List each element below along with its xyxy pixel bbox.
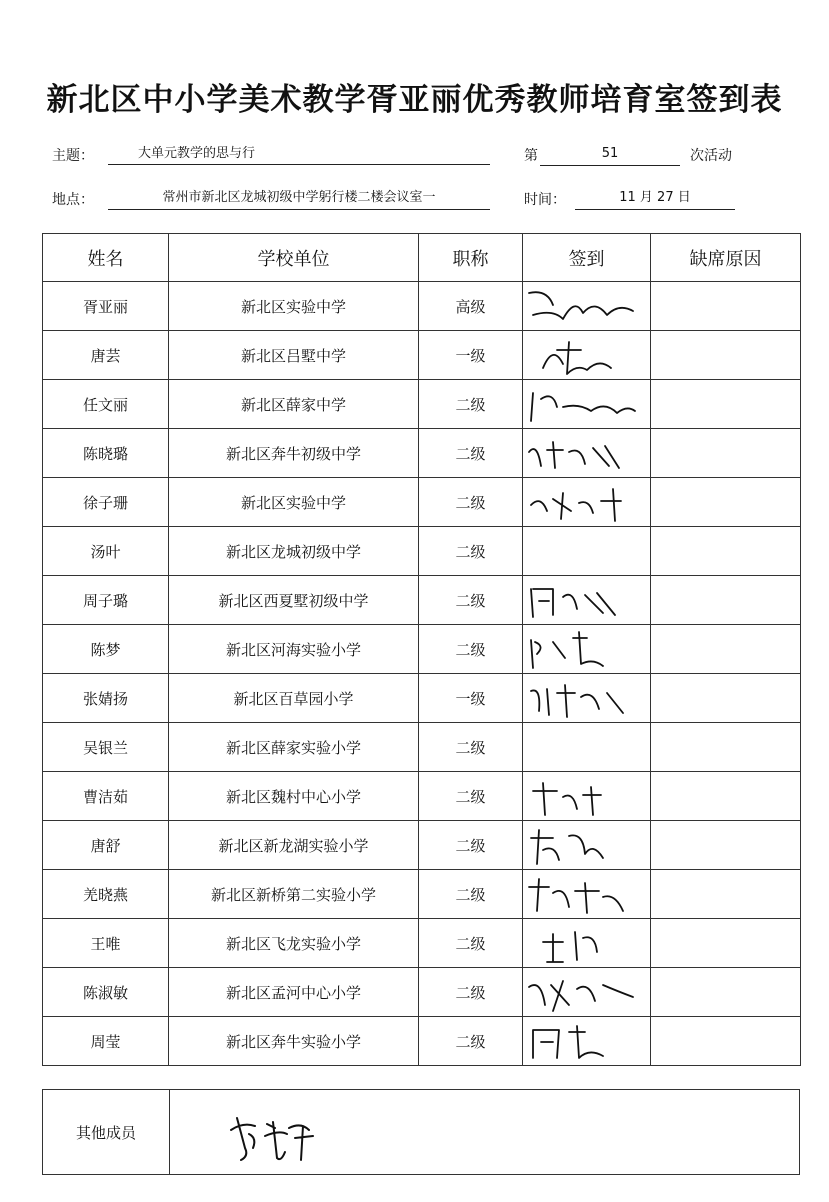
member-school: 新北区实验中学 <box>169 282 419 331</box>
member-title: 二级 <box>419 576 523 625</box>
absence-reason-cell[interactable] <box>651 380 801 429</box>
signature-cell[interactable] <box>523 527 651 576</box>
member-name: 陈淑敏 <box>43 968 169 1017</box>
signature-cell[interactable] <box>523 772 651 821</box>
member-title: 一级 <box>419 331 523 380</box>
other-members-box <box>42 1089 800 1175</box>
member-school: 新北区实验中学 <box>169 478 419 527</box>
absence-reason-cell[interactable] <box>651 625 801 674</box>
header-school: 学校单位 <box>169 234 419 282</box>
signature-cell[interactable] <box>523 674 651 723</box>
handwritten-signature <box>523 432 643 474</box>
member-name: 曹洁茹 <box>43 772 169 821</box>
table-row <box>43 576 801 625</box>
member-name: 陈梦 <box>43 625 169 674</box>
topic-value: 大单元教学的思与行 <box>138 146 256 161</box>
absence-reason-cell[interactable] <box>651 919 801 968</box>
member-name: 张婧扬 <box>43 674 169 723</box>
session-suffix: 次活动 <box>690 148 732 164</box>
absence-reason-cell[interactable] <box>651 821 801 870</box>
member-name: 任文丽 <box>43 380 169 429</box>
table-row <box>43 429 801 478</box>
member-title: 二级 <box>419 968 523 1017</box>
member-title: 高级 <box>419 282 523 331</box>
member-school: 新北区魏村中心小学 <box>169 772 419 821</box>
table-row <box>43 919 801 968</box>
member-title: 二级 <box>419 821 523 870</box>
table-row <box>43 478 801 527</box>
signature-cell[interactable] <box>523 380 651 429</box>
member-title: 二级 <box>419 380 523 429</box>
session-number-field[interactable] <box>540 145 680 166</box>
signature-cell[interactable] <box>523 821 651 870</box>
member-school: 新北区奔牛实验小学 <box>169 1017 419 1066</box>
table-row <box>43 380 801 429</box>
handwritten-signature <box>523 481 643 523</box>
handwritten-signature <box>523 775 643 817</box>
table-row <box>43 821 801 870</box>
member-name: 唐芸 <box>43 331 169 380</box>
topic-field[interactable] <box>108 145 490 165</box>
absence-reason-cell[interactable] <box>651 870 801 919</box>
signature-cell[interactable] <box>523 625 651 674</box>
member-school: 新北区新桥第二实验小学 <box>169 870 419 919</box>
handwritten-signature <box>523 824 643 866</box>
signature-cell[interactable] <box>523 1017 651 1066</box>
member-title: 二级 <box>419 1017 523 1066</box>
absence-reason-cell[interactable] <box>651 1017 801 1066</box>
handwritten-signature <box>523 922 643 964</box>
absence-reason-cell[interactable] <box>651 968 801 1017</box>
session-prefix: 第 <box>524 148 538 164</box>
signature-cell[interactable] <box>523 282 651 331</box>
member-name: 王唯 <box>43 919 169 968</box>
topic-label: 主题： <box>52 148 94 164</box>
member-name: 周莹 <box>43 1017 169 1066</box>
location-value: 常州市新北区龙城初级中学躬行楼二楼会议室一 <box>162 190 436 205</box>
member-school: 新北区西夏墅初级中学 <box>169 576 419 625</box>
absence-reason-cell[interactable] <box>651 282 801 331</box>
table-row <box>43 625 801 674</box>
member-school: 新北区薛家实验小学 <box>169 723 419 772</box>
signature-cell[interactable] <box>523 968 651 1017</box>
table-row <box>43 1017 801 1066</box>
table-row <box>43 772 801 821</box>
handwritten-signature <box>523 1020 643 1062</box>
signature-cell[interactable] <box>523 331 651 380</box>
handwritten-signature <box>223 1108 333 1164</box>
handwritten-signature <box>523 579 643 621</box>
member-title: 二级 <box>419 625 523 674</box>
signature-cell[interactable] <box>523 576 651 625</box>
absence-reason-cell[interactable] <box>651 331 801 380</box>
handwritten-signature <box>523 677 643 719</box>
session-number: 51 <box>601 146 619 161</box>
absence-reason-cell[interactable] <box>651 723 801 772</box>
time-value: 11 月 27 日 <box>619 190 691 205</box>
table-row <box>43 968 801 1017</box>
member-title: 二级 <box>419 723 523 772</box>
member-school: 新北区百草园小学 <box>169 674 419 723</box>
member-school: 新北区奔牛初级中学 <box>169 429 419 478</box>
member-name: 吴银兰 <box>43 723 169 772</box>
handwritten-signature <box>523 334 643 376</box>
absence-reason-cell[interactable] <box>651 478 801 527</box>
signature-cell[interactable] <box>523 870 651 919</box>
table-row <box>43 723 801 772</box>
location-label: 地点： <box>52 192 94 208</box>
absence-reason-cell[interactable] <box>651 674 801 723</box>
table-row <box>43 674 801 723</box>
member-name: 羌晓燕 <box>43 870 169 919</box>
attendance-table <box>42 233 801 1066</box>
absence-reason-cell[interactable] <box>651 527 801 576</box>
time-field[interactable] <box>575 189 735 210</box>
member-title: 二级 <box>419 527 523 576</box>
member-school: 新北区飞龙实验小学 <box>169 919 419 968</box>
member-name: 汤叶 <box>43 527 169 576</box>
handwritten-signature <box>523 383 643 425</box>
page-title: 新北区中小学美术教学胥亚丽优秀教师培育室签到表 <box>46 82 783 118</box>
signature-cell[interactable] <box>523 919 651 968</box>
member-school: 新北区河海实验小学 <box>169 625 419 674</box>
header-name: 姓名 <box>43 234 169 282</box>
signature-cell[interactable] <box>523 429 651 478</box>
member-title: 二级 <box>419 429 523 478</box>
member-title: 一级 <box>419 674 523 723</box>
location-field[interactable] <box>108 189 490 210</box>
absence-reason-cell[interactable] <box>651 429 801 478</box>
member-school: 新北区孟河中心小学 <box>169 968 419 1017</box>
member-name: 胥亚丽 <box>43 282 169 331</box>
member-school: 新北区吕墅中学 <box>169 331 419 380</box>
other-members-label: 其他成员 <box>43 1090 170 1174</box>
member-name: 周子璐 <box>43 576 169 625</box>
signature-cell[interactable] <box>523 478 651 527</box>
member-title: 二级 <box>419 478 523 527</box>
handwritten-signature <box>523 971 643 1013</box>
member-title: 二级 <box>419 772 523 821</box>
member-school: 新北区新龙湖实验小学 <box>169 821 419 870</box>
table-header-row <box>43 234 801 282</box>
handwritten-signature <box>523 628 643 670</box>
signature-cell[interactable] <box>523 723 651 772</box>
header-absence-reason: 缺席原因 <box>651 234 801 282</box>
member-school: 新北区龙城初级中学 <box>169 527 419 576</box>
absence-reason-cell[interactable] <box>651 772 801 821</box>
header-signature: 签到 <box>523 234 651 282</box>
member-name: 徐子珊 <box>43 478 169 527</box>
member-school: 新北区薛家中学 <box>169 380 419 429</box>
member-name: 唐舒 <box>43 821 169 870</box>
table-row <box>43 527 801 576</box>
handwritten-signature <box>523 285 643 327</box>
member-title: 二级 <box>419 919 523 968</box>
table-row <box>43 870 801 919</box>
table-row <box>43 331 801 380</box>
time-label: 时间： <box>524 192 566 208</box>
member-title: 二级 <box>419 870 523 919</box>
table-row <box>43 282 801 331</box>
header-title: 职称 <box>419 234 523 282</box>
handwritten-signature <box>523 873 643 915</box>
member-name: 陈晓璐 <box>43 429 169 478</box>
absence-reason-cell[interactable] <box>651 576 801 625</box>
